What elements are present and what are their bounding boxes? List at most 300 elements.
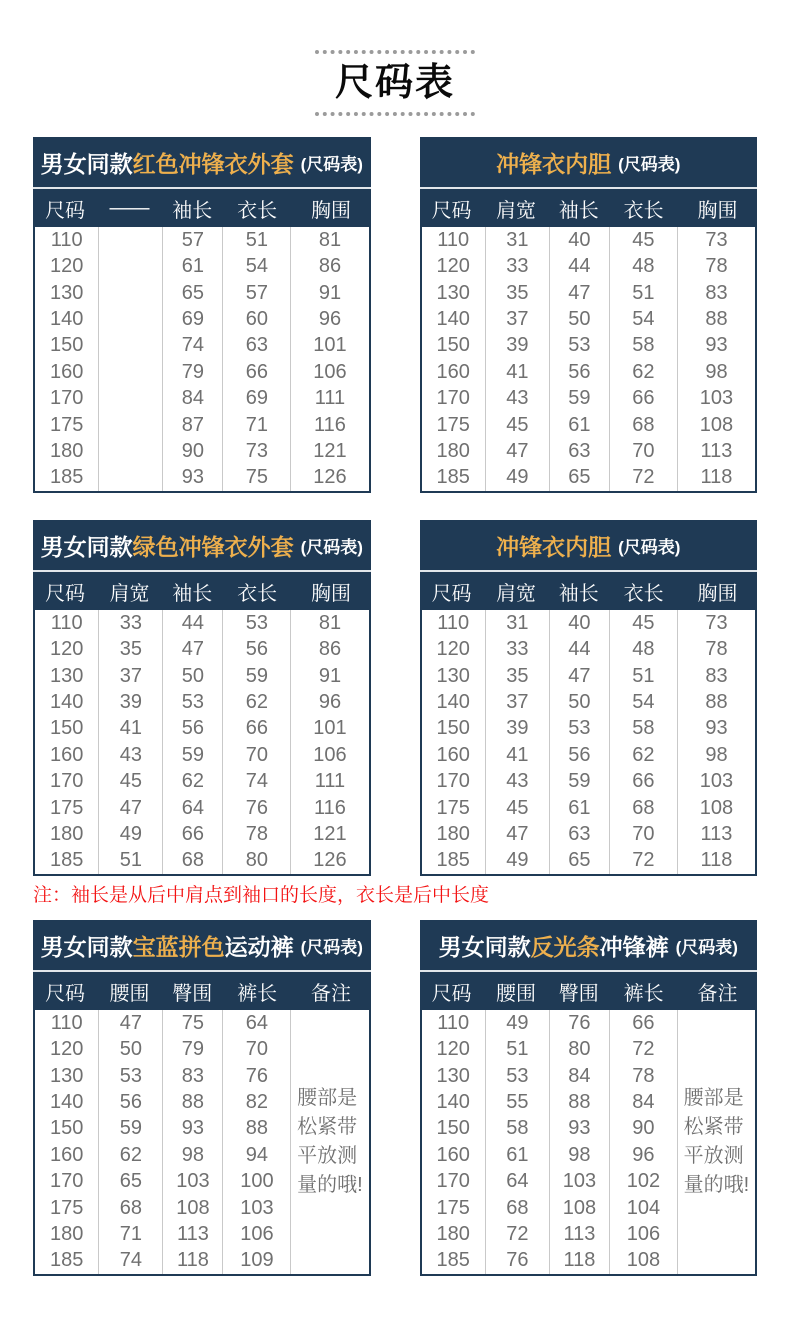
table-cell: 49 [506,1011,529,1034]
table-cell: 111 [314,387,346,410]
table-cell: 93 [705,717,728,740]
remark-line: 腰部是 [297,1087,358,1109]
table-cell: 118 [700,466,733,489]
table-column [290,227,368,491]
table-cell: 33 [506,638,529,661]
table-cell: 170 [436,387,470,410]
table-cell: 116 [314,796,346,819]
remark-line: 松紧带 [683,1116,744,1138]
table-cell: 63 [568,439,591,462]
column-header: 胸围 [311,199,351,222]
table-cell: 45 [632,611,655,634]
table-header-row [33,572,371,610]
table-cell: 150 [49,334,84,357]
column-header: —— [109,196,150,219]
table-cell: 70 [245,743,269,766]
table-cell: 93 [705,334,728,357]
table-cell: 51 [506,1038,529,1061]
table-cell: 40 [568,228,591,251]
table-title [33,137,371,189]
table-cell: 116 [314,413,346,436]
table-cell: 91 [318,281,342,304]
remark-line: 腰部是 [683,1087,744,1109]
table-cell: 113 [563,1222,596,1245]
table-cell: 76 [568,1011,591,1034]
table-cell: 56 [568,743,591,766]
table-column [549,610,609,874]
table-cell: 44 [568,638,591,661]
table-cell: 41 [506,743,529,766]
table-cell: 39 [506,717,529,740]
table-cell: 66 [632,1011,655,1034]
table-cell: 108 [699,796,734,819]
table-cell: 90 [632,1117,655,1140]
table-cell: 64 [506,1170,529,1193]
size-table-liner-top [420,137,758,493]
table-cell: 93 [181,1117,205,1140]
table-cell: 47 [506,822,529,845]
table-cell: 106 [313,360,347,383]
table-column [609,227,677,491]
table-cell: 51 [632,281,655,304]
table-cell: 66 [245,360,269,383]
table-cell: 54 [632,307,655,330]
table-cell [99,412,162,438]
table-cell: 160 [436,360,470,383]
table-cell: 175 [436,1196,470,1219]
table-cell: 98 [705,743,728,766]
table-cell: 47 [568,281,591,304]
table-cell: 130 [49,281,84,304]
table-cell: 64 [245,1011,269,1034]
table-cell: 62 [632,743,655,766]
column-header: 胸围 [697,582,738,605]
table-cell: 79 [181,1038,205,1061]
table-cell: 73 [245,439,269,462]
table-cell: 150 [49,1117,84,1140]
table-cell: 53 [506,1064,529,1087]
table-cell: 53 [568,334,591,357]
size-table-red-jacket [33,137,371,493]
column-header: 臀围 [558,982,599,1005]
table-cell: 84 [632,1090,655,1113]
remark-line: 松紧带 [297,1116,358,1138]
table-cell: 39 [506,334,529,357]
table-title [420,520,758,572]
table-cell: 39 [119,690,142,713]
table-cell: 56 [119,1090,142,1113]
table-cell: 103 [176,1170,210,1193]
table-column [485,227,549,491]
table-cell: 71 [245,413,269,436]
table-body [420,227,758,493]
table-body [420,1010,758,1276]
table-column [35,1010,98,1274]
table-cell: 175 [49,1196,84,1219]
table-title-segment: (尺码表) [300,937,363,957]
table-cell: 103 [562,1170,597,1193]
table-body [33,1010,371,1276]
table-cell: 72 [506,1222,529,1245]
table-cell: 98 [705,360,728,383]
table-title-segment: 红色冲锋衣外套 [132,150,294,177]
table-cell: 69 [245,387,269,410]
table-cell: 76 [506,1249,529,1272]
table-cell: 98 [181,1143,205,1166]
table-cell: 101 [313,334,347,357]
column-header: 肩宽 [109,582,150,605]
table-title-segment: 冲锋裤 [599,933,669,960]
table-title-segment: (尺码表) [618,154,681,174]
table-cell: 54 [632,690,655,713]
table-cell: 65 [568,466,591,489]
table-cell: 120 [49,255,84,278]
table-cell: 64 [181,796,205,819]
table-cell: 37 [119,664,142,687]
table-cell: 88 [245,1117,269,1140]
table-cell: 35 [119,638,142,661]
table-cell: 106 [240,1222,274,1245]
table-cell: 43 [119,743,142,766]
table-cell: 185 [436,1249,470,1272]
table-cell: 140 [436,1090,470,1113]
table-cell: 140 [49,1090,84,1113]
table-cell: 56 [568,360,591,383]
remark-column [677,1010,755,1274]
table-cell: 96 [318,690,342,713]
table-cell: 80 [568,1038,591,1061]
table-cell: 160 [49,1143,84,1166]
table-cell: 120 [436,638,470,661]
tables-row-green-liner [33,520,757,876]
table-title-segment: (尺码表) [618,537,681,557]
table-column [98,1010,162,1274]
table-cell: 51 [632,664,655,687]
table-cell: 180 [49,1222,84,1245]
table-column [422,610,485,874]
column-header: 尺码 [45,582,86,605]
table-cell: 175 [436,796,470,819]
table-cell: 180 [49,822,84,845]
table-cell: 160 [436,1143,470,1166]
table-cell [99,227,162,253]
table-title-segment: 男女同款 [40,533,133,560]
table-cell: 54 [245,255,269,278]
table-cell: 160 [49,743,84,766]
table-cell: 53 [181,690,205,713]
table-title-segment: 冲锋衣内胆 [496,150,612,177]
table-title-segment: (尺码表) [300,154,363,174]
table-cell: 94 [245,1143,269,1166]
column-header: 袖长 [172,582,213,605]
table-cell: 150 [49,717,84,740]
table-cell: 110 [437,611,470,634]
table-cell: 130 [49,1064,84,1087]
table-cell: 160 [49,360,84,383]
table-column [162,610,222,874]
column-header: 衣长 [237,199,278,222]
table-cell: 130 [436,664,470,687]
table-cell: 170 [49,1170,84,1193]
table-cell: 70 [632,439,655,462]
table-cell: 45 [506,413,529,436]
column-header: 衣长 [237,582,278,605]
table-cell: 120 [49,638,84,661]
table-cell: 106 [626,1222,661,1245]
page-title: 尺码表 [334,62,455,104]
table-body [33,610,371,876]
table-cell: 49 [506,466,529,489]
table-cell: 47 [181,638,205,661]
table-cell: 47 [568,664,591,687]
table-cell: 91 [318,664,342,687]
column-header: 衣长 [623,199,664,222]
table-column [677,227,755,491]
table-cell: 59 [119,1117,142,1140]
table-cell: 113 [700,822,733,845]
table-cell: 120 [436,1038,470,1061]
table-cell: 175 [49,413,84,436]
table-cell: 110 [50,1011,83,1034]
measurement-note: 注：袖长是从后中肩点到袖口的长度，衣长是后中长度 [33,885,490,906]
table-cell: 180 [436,1222,470,1245]
table-title-segment: 男女同款 [438,933,531,960]
column-header: 袖长 [558,199,599,222]
table-cell: 61 [181,255,205,278]
table-cell: 90 [181,439,205,462]
tables-row-pants [33,920,757,1276]
column-header: 备注 [311,982,351,1005]
table-cell: 47 [506,439,529,462]
table-column [35,610,98,874]
table-cell: 59 [245,664,269,687]
table-column [677,610,755,874]
table-column [485,610,549,874]
table-cell: 76 [245,796,269,819]
table-cell: 58 [632,717,655,740]
table-cell: 65 [181,281,205,304]
table-cell: 63 [568,822,591,845]
table-cell: 44 [568,255,591,278]
table-cell [99,333,162,359]
table-cell [99,253,162,279]
table-cell: 33 [119,611,142,634]
table-cell: 50 [568,307,591,330]
table-cell: 113 [176,1222,209,1245]
table-cell: 96 [318,307,342,330]
table-cell: 170 [49,387,84,410]
column-header: 肩宽 [496,582,537,605]
table-cell: 61 [568,796,591,819]
table-cell: 73 [705,228,728,251]
table-cell: 68 [632,413,655,436]
table-body [420,610,758,876]
table-cell: 72 [632,849,655,872]
table-cell: 110 [437,228,470,251]
table-cell: 41 [119,717,142,740]
table-column [222,227,290,491]
column-header: 衣长 [623,582,664,605]
table-cell: 74 [181,334,205,357]
table-column [485,1010,549,1274]
table-cell: 43 [506,770,529,793]
table-column [422,1010,485,1274]
table-cell: 180 [436,439,470,462]
table-title-segment: 冲锋衣内胆 [496,533,612,560]
remark-line: 平放测 [683,1145,744,1167]
size-table-blue-sport-pants [33,920,371,1276]
table-cell: 66 [245,717,269,740]
table-cell: 175 [436,413,470,436]
table-header-row [420,972,758,1010]
table-cell: 140 [436,307,470,330]
table-cell: 75 [181,1011,205,1034]
table-column [549,1010,609,1274]
table-cell: 31 [506,611,529,634]
table-cell: 41 [506,360,529,383]
table-cell: 37 [506,690,529,713]
column-header: 袖长 [172,199,213,222]
table-cell: 40 [568,611,591,634]
column-header: 尺码 [45,199,86,222]
table-column [609,610,677,874]
table-cell: 121 [313,822,347,845]
table-cell: 56 [245,638,269,661]
remark-text [684,1084,750,1200]
table-cell: 68 [181,849,205,872]
table-cell: 100 [240,1170,274,1193]
table-cell: 78 [245,822,269,845]
table-column [222,610,290,874]
table-cell: 121 [313,439,347,462]
table-cell: 61 [568,413,591,436]
table-cell: 33 [506,255,529,278]
table-cell: 185 [436,466,470,489]
table-cell: 103 [240,1196,274,1219]
table-header-row [33,972,371,1010]
table-cell: 47 [119,1011,142,1034]
table-title [420,137,758,189]
table-body [33,227,371,493]
table-column [549,227,609,491]
table-cell: 72 [632,1038,655,1061]
table-cell [99,280,162,306]
column-header: 胸围 [311,582,351,605]
table-header-row [420,572,758,610]
table-cell: 118 [700,849,733,872]
table-cell: 50 [181,664,205,687]
table-cell: 62 [245,690,269,713]
table-cell: 185 [49,1249,84,1272]
table-cell: 140 [49,690,84,713]
table-cell: 68 [632,796,655,819]
table-cell: 150 [436,717,470,740]
table-title-segment: (尺码表) [300,537,363,557]
table-cell: 48 [632,255,655,278]
table-column [609,1010,677,1274]
table-cell: 80 [245,849,269,872]
column-header: 备注 [697,982,738,1005]
table-cell: 106 [313,743,347,766]
column-header: 尺码 [431,582,472,605]
table-cell: 180 [436,822,470,845]
table-cell: 51 [245,228,269,251]
table-cell: 140 [436,690,470,713]
table-cell: 62 [632,360,655,383]
table-cell: 108 [626,1249,661,1272]
table-cell: 118 [563,1249,596,1272]
table-cell: 71 [119,1222,142,1245]
table-cell: 78 [705,638,728,661]
table-cell: 53 [245,611,269,634]
table-title [33,520,371,572]
table-column [162,227,222,491]
table-cell: 59 [568,387,591,410]
table-cell: 76 [245,1064,269,1087]
table-cell: 170 [436,1170,470,1193]
table-cell: 120 [49,1038,84,1061]
table-cell: 72 [632,466,655,489]
table-cell: 120 [436,255,470,278]
table-cell: 65 [568,849,591,872]
table-cell: 78 [632,1064,655,1087]
table-cell: 113 [700,439,733,462]
table-title-segment: 绿色冲锋衣外套 [132,533,294,560]
table-cell: 109 [240,1249,274,1272]
table-cell: 49 [119,822,142,845]
table-cell: 126 [313,466,347,489]
table-cell: 73 [705,611,728,634]
table-cell: 43 [506,387,529,410]
table-cell: 66 [632,387,655,410]
table-cell: 68 [119,1196,142,1219]
table-cell: 175 [49,796,84,819]
table-cell: 48 [632,638,655,661]
size-table-green-jacket [33,520,371,876]
table-cell: 58 [632,334,655,357]
table-cell: 83 [705,664,728,687]
column-header: 胸围 [697,199,738,222]
table-cell: 70 [245,1038,269,1061]
table-cell: 88 [181,1090,205,1113]
table-cell: 130 [436,1064,470,1087]
table-cell: 79 [181,360,205,383]
table-cell: 83 [181,1064,205,1087]
table-title-segment: (尺码表) [675,937,738,957]
remark-text [297,1084,363,1200]
table-cell: 44 [181,611,205,634]
table-cell: 62 [181,770,205,793]
table-cell: 83 [705,281,728,304]
table-title [33,920,371,972]
table-cell: 88 [568,1090,591,1113]
table-cell: 75 [245,466,269,489]
table-cell: 110 [437,1011,470,1034]
table-cell: 93 [568,1117,591,1140]
table-cell: 84 [181,387,205,410]
table-column [98,227,162,491]
table-cell: 86 [318,638,342,661]
table-cell: 102 [626,1170,661,1193]
table-cell: 118 [176,1249,209,1272]
size-chart-page [0,50,790,1331]
table-title-segment: 运动裤 [224,933,294,960]
table-cell: 35 [506,281,529,304]
table-cell: 69 [181,307,205,330]
table-cell: 45 [632,228,655,251]
size-table-liner-mid [420,520,758,876]
table-cell: 47 [119,796,142,819]
